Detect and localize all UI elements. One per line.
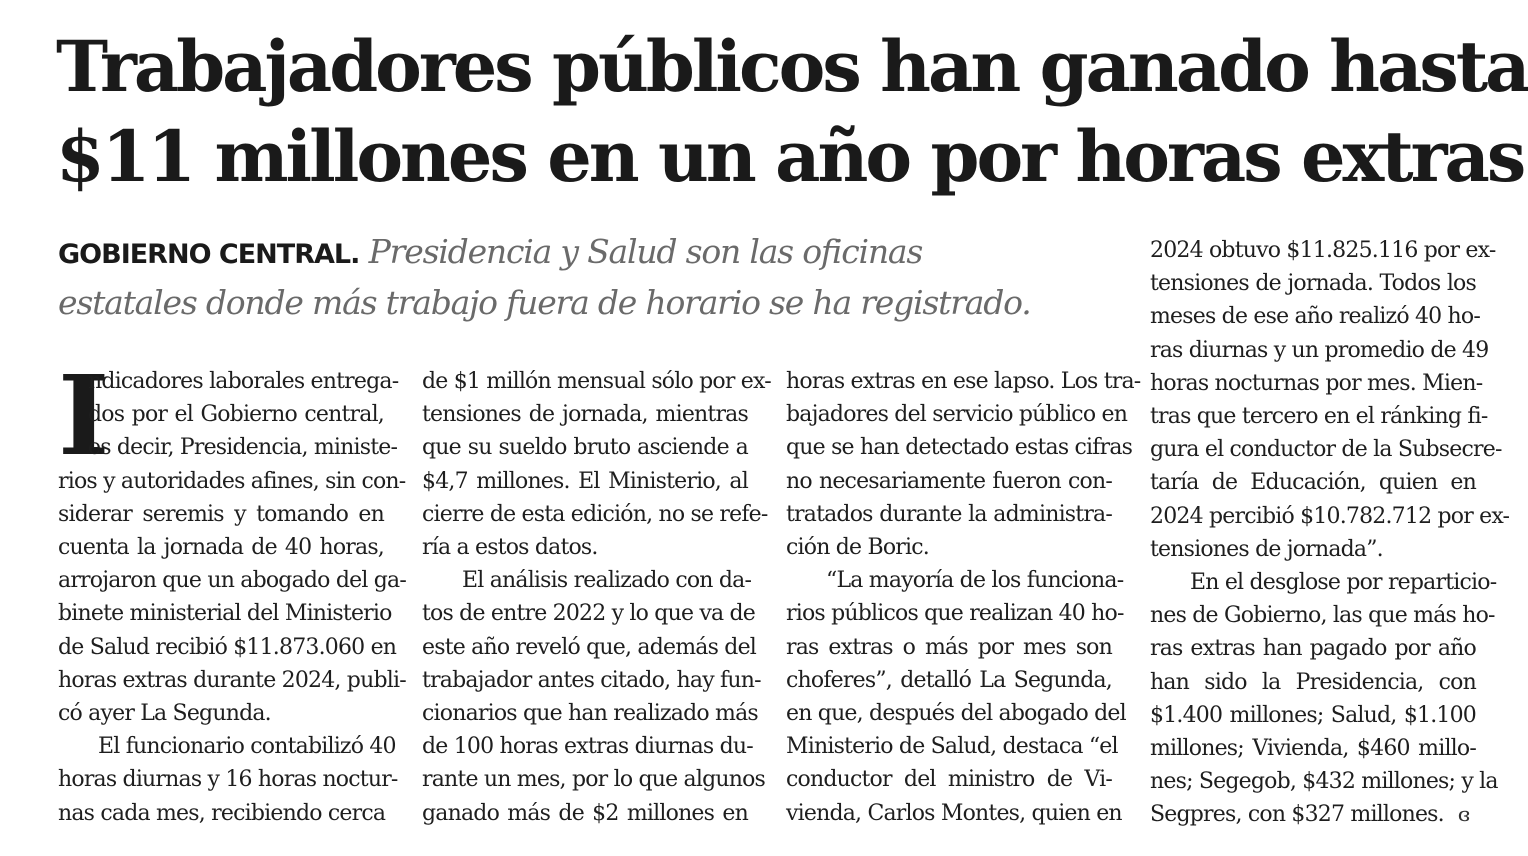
column-4: [1150, 234, 1510, 832]
headline: [56, 22, 1528, 202]
text-line: ras extras o más por mes son: [786, 634, 1112, 660]
text-line: taría de Educación, quien en: [1150, 470, 1476, 496]
deck-line-1: [58, 228, 1108, 279]
deck-line-2: estatales donde más trabajo fuera de horario se ha registrado.: [58, 283, 1031, 322]
text-line-final: [1150, 798, 1476, 831]
deck-text-1: Presidencia y Salud son las oficinas: [368, 232, 923, 271]
column-3: [786, 365, 1141, 830]
text-line: horas extras en ese lapso. Los tra-: [786, 369, 1141, 394]
text-line: arrojaron que un abogado del ga-: [58, 568, 406, 594]
text-line: 2024 percibió $10.782.712 por ex-: [1150, 503, 1510, 529]
text-line: rios y autoridades afines, sin con-: [58, 468, 406, 494]
text-line: cuenta la jornada de 40 horas,: [58, 535, 384, 561]
text-line: $4,7 millones. El Ministerio, al: [422, 468, 748, 494]
headline-line-1: Trabajadores públicos han ganado hasta: [56, 25, 1528, 108]
column-1: [58, 351, 406, 830]
text-line: En el desglose por reparticio-: [1190, 570, 1497, 596]
text-line: bajadores del servicio público en: [786, 402, 1128, 428]
text-line: ras diurnas y un promedio de 49: [1150, 337, 1489, 363]
text-line: tensiones de jornada, mientras: [422, 402, 748, 428]
text-line: tos de entre 2022 y lo que va de: [422, 601, 756, 627]
text-line: no necesariamente fueron con-: [786, 468, 1112, 494]
text-line: horas diurnas y 16 horas noctur-: [58, 767, 398, 793]
text-line: tensiones de jornada”.: [1150, 536, 1383, 562]
text-line: binete ministerial del Ministerio: [58, 601, 392, 627]
text-line: millones; Vivienda, $460 millo-: [1150, 736, 1476, 762]
text-line: ganado más de $2 millones en: [422, 800, 748, 826]
text-line: tratados durante la administra-: [786, 501, 1112, 527]
text-line: en que, después del abogado del: [786, 701, 1126, 727]
text-line: ría a estos datos.: [422, 535, 598, 561]
text-line: nes de Gobierno, las que más ho-: [1150, 603, 1495, 629]
text-line: cierre de esta edición, no se refe-: [422, 501, 768, 527]
text-line: El funcionario contabilizó 40: [98, 734, 396, 760]
text-line: este año reveló que, además del: [422, 634, 757, 660]
text-line: es decir, Presidencia, ministe-: [88, 435, 398, 461]
final-sentence: Segpres, con $327 millones.: [1150, 802, 1444, 828]
text-line: ndicadores laborales entrega-: [88, 369, 399, 394]
text-line: de Salud recibió $11.873.060 en: [58, 634, 397, 660]
text-line: de $1 millón mensual sólo por ex-: [422, 369, 771, 394]
drop-cap: I: [58, 351, 110, 480]
text-line: han sido la Presidencia, con: [1150, 669, 1476, 695]
text-line: có ayer La Segunda.: [58, 701, 271, 727]
text-line: choferes”, detalló La Segunda,: [786, 667, 1112, 693]
text-line: ras extras han pagado por año: [1150, 636, 1476, 662]
text-line: cionarios que han realizado más: [422, 701, 758, 727]
text-line: El análisis realizado con da-: [462, 568, 752, 594]
column-2: [422, 365, 771, 830]
text-line: que su sueldo bruto asciende a: [422, 435, 748, 461]
text-line: meses de ese año realizó 40 ho-: [1150, 304, 1481, 330]
text-line: tensiones de jornada. Todos los: [1150, 271, 1476, 297]
text-line: horas extras durante 2024, publi-: [58, 667, 406, 693]
text-line: rios públicos que realizan 40 ho-: [786, 601, 1124, 627]
text-line: Ministerio de Salud, destaca “el: [786, 734, 1118, 760]
text-line: que se han detectado estas cifras: [786, 435, 1133, 461]
headline-line-2: $11 millones en un año por horas extras: [56, 115, 1524, 198]
text-line: conductor del ministro de Vi-: [786, 767, 1112, 793]
deck: [58, 228, 1108, 327]
text-line: nes; Segegob, $432 millones; y la: [1150, 769, 1498, 795]
kicker: GOBIERNO CENTRAL.: [58, 239, 360, 270]
text-line: 2024 obtuvo $11.825.116 por ex-: [1150, 238, 1496, 263]
text-line: horas nocturnas por mes. Mien-: [1150, 370, 1483, 396]
text-line: dos por el Gobierno central,: [88, 402, 384, 428]
text-line: nas cada mes, recibiendo cerca: [58, 800, 386, 826]
text-line: tras que tercero en el ránking fi-: [1150, 404, 1488, 430]
text-line: ción de Boric.: [786, 535, 929, 561]
text-line: siderar seremis y tomando en: [58, 501, 384, 527]
text-line: de 100 horas extras diurnas du-: [422, 734, 753, 760]
text-line: rante un mes, por lo que algunos: [422, 767, 766, 793]
text-line: trabajador antes citado, hay fun-: [422, 667, 761, 693]
text-line: vienda, Carlos Montes, quien en: [786, 800, 1122, 826]
end-mark-icon: ɞ: [1457, 802, 1470, 827]
text-line: gura el conductor de la Subsecre-: [1150, 437, 1502, 463]
text-line: “La mayoría de los funciona-: [826, 568, 1124, 594]
text-line: $1.400 millones; Salud, $1.100: [1150, 702, 1476, 728]
